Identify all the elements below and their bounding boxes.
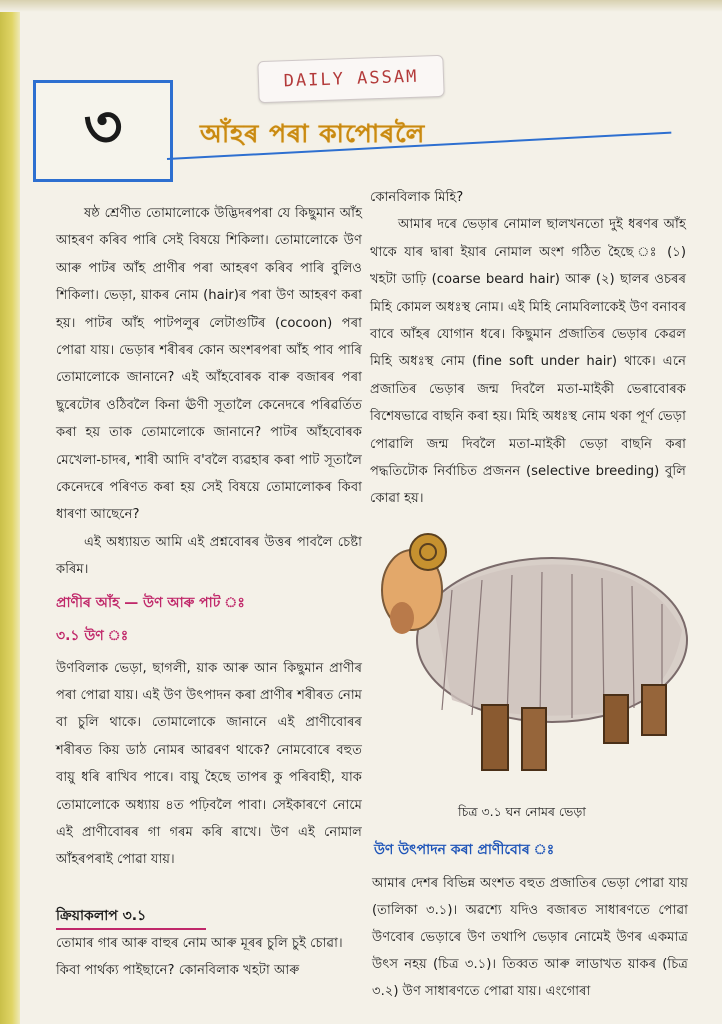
- sheep-leg: [604, 695, 628, 743]
- watermark-stamp: DAILY ASSAM: [257, 55, 444, 103]
- intro-paragraph: ষষ্ঠ শ্ৰেণীত তোমালোকে উদ্ভিদৰপৰা যে কিছুমান আঁহ আহৰণ কৰিব পাৰি সেই বিষয়ে শিকিলা। তোমালোকে উণ আৰু পাটৰ আঁহ প্ৰাণীৰ পৰা আহৰণ কৰিব পাৰি বুলিও শিকিলা। ভেড়া, য়াকৰ নোম (hair)ৰ পৰা উণ আহৰণ কৰা হয়। পাটৰ আঁহ পাটপলুৰ লেটাগুটিৰ (cocoon) পৰা পোৱা যায়। ভেড়াৰ শৰীৰৰ কোন অংশৰপৰা আঁহ পাব পাৰি তোমালোকে জানানে? এই আঁহবোৰক বাৰু বজাৰৰ পৰা ছুৰেটোৰ ওঠিবলৈ কিনা ঊণী সূতালৈ কেনেদৰে পৰিৱৰ্তিত কৰা হয় তাক তোমালোকে জানানে? পাটৰ আঁহবোৰক মেখেলা-চাদৰ, শাৰী আদি ব'বলৈ ব্যৱহাৰ কৰা পাট সূতালৈ কেনেদৰে পৰিণত কৰা হয় সেই বিষয়ে তোমালোকৰ কিবা ধাৰণা আছেনে?: [56, 206, 362, 523]
- wool-paragraph: উণবিলাক ভেড়া, ছাগলী, য়াক আৰু আন কিছুমান প্ৰাণীৰ পৰা পোৱা যায়। এই উণ উৎপাদন কৰা প্ৰাণীৰ শৰীৰত নোম বা চুলি থাকে। তোমালোকে জানানে এই প্ৰাণীবোৰৰ শৰীৰত কিয় ডাঠ নোমৰ আৱৰণ থাকে? নোমবোৰে বহুত বায়ু ধৰি ৰাখিব পাৰে। বায়ু হৈছে তাপৰ কু পৰিবাহী, যাক তোমালোকে অধ্যায় ৪ত পঢ়িবলৈ পাবা। সেইকাৰণে নোমে এই প্ৰাণীবোৰৰ গা গৰম কৰি ৰাখে। উণ এই নোমাল আঁহৰপৰাই পোৱা যায়।: [56, 660, 362, 868]
- sheep-leg: [642, 685, 666, 735]
- page-binding-edge: [0, 0, 20, 1024]
- activity-title: ক্ৰিয়াকলাপ ৩.১: [56, 904, 206, 930]
- section-heading-animal-fibres: প্ৰাণীৰ আঁহ — উণ আৰু পাট ঃ: [56, 594, 245, 611]
- sheep-leg: [522, 708, 546, 770]
- left-column: [56, 200, 362, 874]
- section-heading-wool-animals: উণ উৎপাদন কৰা প্ৰাণীবোৰ ঃ: [374, 842, 555, 858]
- wool-animals-paragraph-block: [372, 870, 688, 1005]
- chapter-number: ৩: [83, 92, 123, 162]
- right-column: [370, 184, 686, 513]
- figure-caption: চিত্ৰ ৩.১ ঘন নোমৰ ভেড়া: [458, 804, 586, 819]
- activity-text: তোমাৰ গাৰ আৰু বাহুৰ নোম আৰু মূৰৰ চুলি চুই চোৱা। কিবা পাৰ্থক্য পাইছানে? কোনবিলাক খহটা আৰু: [56, 936, 343, 978]
- sheep-horn: [410, 534, 446, 570]
- sheep-illustration: [372, 520, 694, 798]
- sheep-leg: [482, 705, 508, 770]
- page-top-shadow: [0, 0, 722, 12]
- fibre-types-paragraph: আমাৰ দৰে ভেড়াৰ নোমাল ছালখনতো দুই ধৰণৰ আঁহ থাকে যাৰ দ্বাৰা ইয়াৰ নোমাল অংশ গঠিত হৈছে ঃ (১) খহটা ডাঢ়ি (coarse beard hair) আৰু (২) ছালৰ ওচৰৰ মিহি কোমল অধঃস্থ নোম। এই মিহি নোমবিলাকেই উণ বনাবৰ বাবে আঁহৰ যোগান ধৰে। কিছুমান প্ৰজাতিৰ ভেড়াৰ কেৱল মিহি অধঃস্থ নোম (fine soft under hair) থাকে। এনে প্ৰজাতিৰ ভেড়াৰ জন্ম দিবলৈ মতা-মাইকী ভেৰাবোৰক বিশেষভাৱে বাছনি কৰা হয়। মিহি অধঃস্থ নোম থকা পূৰ্ণ ভেড়া পোৱালি জন্ম দিবলৈ মতা-মাইকী ভেড়া বাছনি কৰা পদ্ধতিটোক নিৰ্বাচিত প্ৰজনন (selective breeding) বুলি কোৱা হয়।: [370, 217, 686, 507]
- intro-paragraph-2: এই অধ্যায়ত আমি এই প্ৰশ্নবোৰৰ উত্তৰ পাবলৈ চেষ্টা কৰিম।: [56, 534, 362, 578]
- chapter-number-box: [33, 80, 173, 182]
- chapter-title: আঁহৰ পৰা কাপোৰলৈ: [200, 119, 426, 148]
- right-top-line: কোনবিলাক মিহি?: [370, 190, 464, 205]
- subsection-heading-wool: ৩.১ উণ ঃ: [56, 628, 129, 645]
- wool-animals-paragraph: আমাৰ দেশৰ বিভিন্ন অংশত বহুত প্ৰজাতিৰ ভেড়া পোৱা যায় (তালিকা ৩.১)। অৱশ্যে যদিও বজাৰত সাধাৰণতে পোৱা উণবোৰ ভেড়াৰে উণ তথাপি ভেড়াৰ নোমেই উণৰ একমাত্ৰ উৎস নহয় (চিত্ৰ ৩.১)। তিব্বত আৰু লাডাখত য়াকৰ (চিত্ৰ ৩.২) উণ সাধাৰণতে পোৱা যায়। এংগোৰা: [372, 876, 688, 999]
